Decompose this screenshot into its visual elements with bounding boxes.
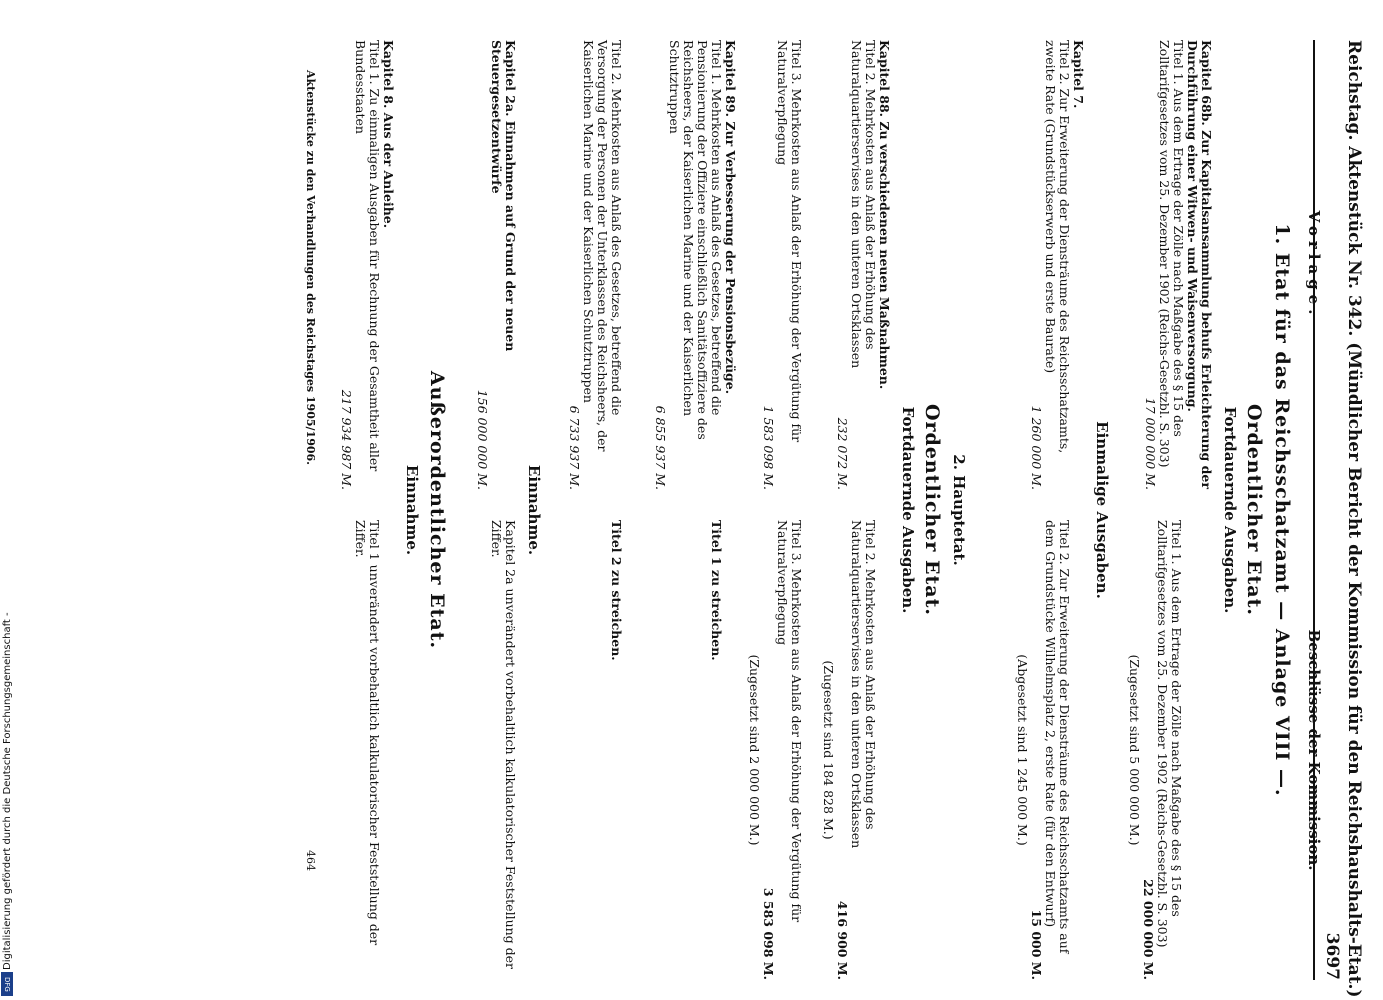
- kapitel-89-titel-1-struck: Titel 1 zu streichen.: [709, 520, 724, 661]
- kapitel-88-titel-2-note: (Zugesetzt sind 184 828 M.): [821, 660, 836, 840]
- kapitel-8-heading: Kapitel 8. Aus der Anleihe.: [381, 40, 396, 229]
- kapitel-8-titel-1-amount: 217 934 987 M.: [339, 389, 354, 490]
- section1-fortdauernde: Fortdauernde Ausgaben.: [1221, 406, 1239, 614]
- section1-title: 1. Etat für das Reichsschatzamt — Anlage VIII —.: [1271, 223, 1293, 797]
- kapitel-8-titel-1-text: Titel 1. Zu einmaligen Ausgaben für Rechnung der Gesamtheit aller Bundesstaaten: [353, 40, 382, 472]
- kapitel-7-titel-2-text-revised: Titel 2. Zur Erweiterung der Diensträume des Reichsschatzamts auf dem Grundstücke Wilhelmsplatz 2, erste Rate (für den Entwurf): [1043, 520, 1072, 954]
- kapitel-88-titel-2-amount-revised: 416 900 M.: [835, 900, 850, 980]
- kapitel-68b-heading: Kapitel 68b. Zur Kapitalsansammlung behufs Erleichterung der Durchführung einer Witwen- und Waisenversorgung.: [1185, 40, 1214, 489]
- kapitel-7-titel-2-amount-revised: 15 000 M.: [1029, 909, 1044, 980]
- kapitel-89-titel-2-left: [567, 40, 623, 490]
- section2-ausserordentlicher: Außerordentlicher Etat.: [426, 370, 448, 650]
- dfg-logo: DFG: [1, 972, 13, 996]
- section2-einnahme-2: Einnahme.: [403, 464, 421, 556]
- kapitel-2a-decision: Kapitel 2a unverändert vorbehaltlich kalkulatorischer Feststellung der Ziffer.: [489, 520, 518, 970]
- section1-einmalige: Einmalige Ausgaben.: [1093, 421, 1111, 599]
- kapitel-88-left: [835, 40, 891, 490]
- kapitel-7-titel-2-amount: 1 260 000 M.: [1029, 405, 1044, 490]
- titel-1-note: (Zugesetzt sind 5 000 000 M.): [1127, 654, 1142, 846]
- kapitel-68b-right: [1127, 520, 1183, 980]
- kapitel-2a-left: [475, 40, 517, 490]
- kapitel-88-titel-3-left: [761, 40, 803, 490]
- kapitel-88-titel-2-text: Titel 2. Mehrkosten aus Anlaß der Erhöhung des Naturalquartierservises in den unteren Ortsklassen: [849, 40, 878, 369]
- kapitel-88-titel-3-note: (Zugesetzt sind 2 000 000 M.): [747, 654, 762, 846]
- kapitel-7-titel-2-note: (Abgesetzt sind 1 245 000 M.): [1015, 654, 1030, 846]
- kapitel-68b-left: [1143, 40, 1213, 490]
- kapitel-89-titel-2-text: Titel 2. Mehrkosten aus Anlaß des Gesetzes, betreffend die Versorgung der Personen der Unterklassen des Reichsheers, der Kaiserlichen Marine und der Kaiserlichen Schutztruppen: [581, 40, 624, 452]
- kapitel-89-titel-1-amount: 6 855 937 M.: [653, 405, 668, 490]
- kapitel-88-titel-2-text-revised: Titel 2. Mehrkosten aus Anlaß der Erhöhung des Naturalquartierservises in den unteren Ortsklassen: [849, 520, 878, 849]
- kapitel-88-right: [821, 520, 877, 980]
- kapitel-89-left: [653, 40, 737, 490]
- titel-1-text-revised: Titel 1. Aus dem Ertrage der Zölle nach Maßgabe des § 15 des Zolltarifgesetzes vom 25. Dezember 1902 (Reichs-Gesetzbl. S. 303): [1155, 520, 1184, 948]
- kapitel-89-titel-2-struck: Titel 2 zu streichen.: [609, 520, 624, 661]
- kapitel-88-heading: Kapitel 88. Zu verschiedenen neuen Maßnahmen.: [877, 40, 892, 390]
- kapitel-8-left: [339, 40, 395, 490]
- section2-einnahme: Einnahme.: [525, 464, 543, 556]
- column-title-right: Beschlüsse der Kommission.: [1305, 629, 1323, 871]
- kapitel-89-titel-2-amount: 6 733 937 M.: [567, 405, 582, 490]
- kapitel-89-titel-1-right: [709, 520, 723, 980]
- kapitel-7-titel-2-text: Titel 2. Zur Erweiterung der Diensträume des Reichsschatzamts, zweite Rate (Grundstückserwerb und erste Baurate): [1043, 40, 1072, 454]
- titel-1-amount-revised: 22 000 000 M.: [1141, 879, 1156, 980]
- kapitel-7-heading: Kapitel 7.: [1071, 40, 1086, 109]
- column-title-left: Vorlage.: [1305, 210, 1323, 320]
- kapitel-7-left: [1029, 40, 1085, 490]
- footer-source: Aktenstücke zu den Verhandlungen des Reichstages 1905/1906.: [304, 70, 317, 465]
- kapitel-8-decision: Titel 1 unverändert vorbehaltlich kalkulatorischer Feststellung der Ziffer.: [353, 520, 382, 946]
- kapitel-2a-amount: 156 000 000 M.: [475, 389, 490, 490]
- kapitel-89-heading: Kapitel 89. Zur Verbesserung der Pensionsbezüge.: [723, 40, 738, 395]
- section2-ordentlicher: Ordentlicher Etat.: [921, 403, 943, 617]
- kapitel-7-right: [1015, 520, 1071, 980]
- digitization-note: Digitalisierung gefördert durch die Deutsche Forschungsgemeinschaft -: [2, 612, 13, 970]
- kapitel-89-titel-1-text: Titel 1. Mehrkosten aus Anlaß des Gesetzes, betreffend die Pensionierung der Offiziere einschließlich Sanitätsoffiziere des Reichsheers, der Kaiserlichen Marine und der Kaiserlichen Schutztruppen: [667, 40, 724, 440]
- titel-1-amount: 17 000 000 M.: [1143, 397, 1158, 490]
- kapitel-88-titel-3-amount-revised: 3 583 098 M.: [761, 887, 776, 980]
- kapitel-88-titel-3-right: [747, 520, 803, 980]
- kapitel-8-right: [353, 520, 381, 980]
- kapitel-88-titel-3-amount: 1 583 098 M.: [761, 405, 776, 490]
- page-number: 3697: [1322, 932, 1342, 980]
- titel-1-text: Titel 1. Aus dem Ertrage der Zölle nach Maßgabe des § 15 des Zolltarifgesetzes vom 25. Dezember 1902 (Reichs-Gesetzbl. S. 303): [1157, 40, 1186, 468]
- header-title: Reichstag. Aktenstück Nr. 342. (Mündlicher Bericht der Kommission für den Reichshaushalts-Etat.): [1344, 40, 1364, 998]
- kapitel-88-titel-3-text-revised: Titel 3. Mehrkosten aus Anlaß der Erhöhung der Vergütung für Naturalverpflegung: [775, 520, 804, 923]
- section2-title: 2. Hauptetat.: [950, 454, 968, 566]
- kapitel-89-titel-2-right: [609, 520, 623, 980]
- kapitel-88-titel-2-amount: 232 072 M.: [835, 417, 850, 490]
- kapitel-2a-text: Kapitel 2a. Einnahmen auf Grund der neuen Steuergesetzentwürfe: [489, 40, 518, 352]
- kapitel-88-titel-3-text: Titel 3. Mehrkosten aus Anlaß der Erhöhung der Vergütung für Naturalverpflegung: [775, 40, 804, 443]
- kapitel-2a-right: [489, 520, 517, 980]
- section2-fortdauernde: Fortdauernde Ausgaben.: [899, 406, 917, 614]
- section1-ordentlicher: Ordentlicher Etat.: [1243, 403, 1265, 617]
- footer-page-number: 464: [304, 850, 317, 871]
